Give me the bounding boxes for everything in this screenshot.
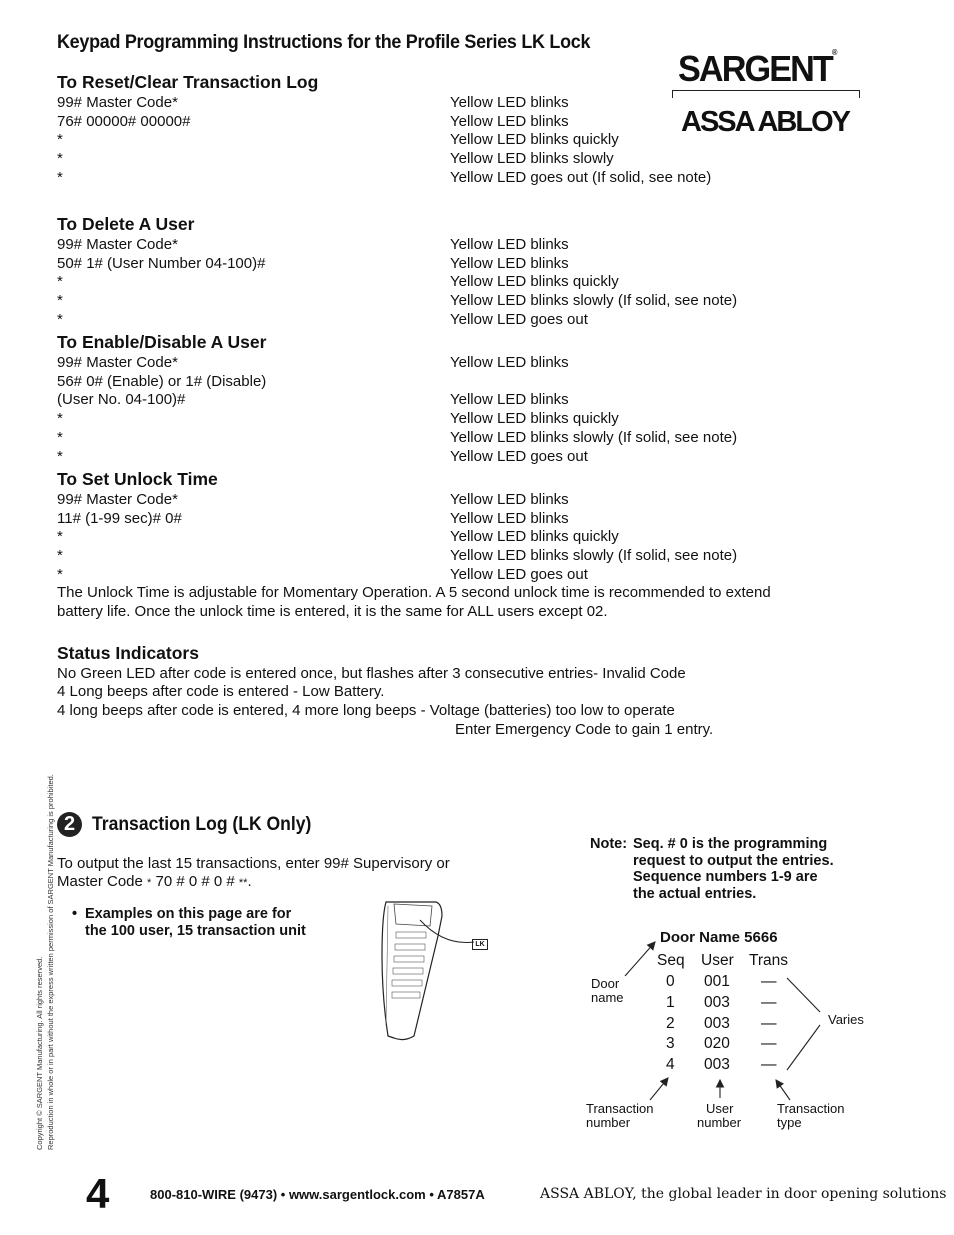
instruction-step: *	[57, 292, 63, 310]
led-response: Yellow LED blinks slowly (If solid, see note)	[450, 428, 738, 446]
led-response: Yellow LED blinks slowly (If solid, see note)	[450, 547, 738, 565]
led-response: Yellow LED blinks	[450, 94, 569, 111]
instruction-step: 56# 0# (Enable) or 1# (Disable)	[57, 372, 267, 390]
led-response: Yellow LED blinks	[450, 354, 569, 371]
section-heading: To Enable/Disable A User	[57, 332, 267, 352]
log-seq: 1	[666, 993, 675, 1011]
instruction-step: 99# Master Code*	[57, 491, 178, 508]
instruction-step: 99# Master Code*	[57, 236, 178, 253]
led-response: Yellow LED blinks quickly	[450, 273, 619, 291]
user-number-label: User number	[697, 1101, 742, 1130]
led-response: Yellow LED blinks	[450, 254, 569, 272]
unlock-note-line: The Unlock Time is adjustable for Momentary Operation. A 5 second unlock time is recommended to extend	[57, 584, 771, 601]
varies-label: Varies	[828, 1012, 864, 1027]
instruction-step: 76# 00000# 00000#	[57, 112, 191, 130]
logo-divider	[672, 90, 860, 98]
led-response: Yellow LED goes out (If solid, see note)	[450, 168, 712, 186]
section-2-heading: Transaction Log (LK Only)	[92, 813, 312, 835]
led-response: Yellow LED blinks	[450, 509, 569, 527]
log-seq: 4	[666, 1056, 675, 1074]
copyright-notice: Copyright © SARGENT Manufacturing. All rights reserved. Reproduction in whole or in part without the express written permission of SARGENT Manufacturing is prohibited.	[35, 774, 55, 1150]
footer-contact: 800-810-WIRE (9473) • www.sargentlock.com • A7857A	[150, 1187, 485, 1202]
instruction-step: 99# Master Code*	[57, 94, 178, 111]
assa-abloy-logo: ASSA ABLOY	[681, 106, 849, 138]
col-header-user: User	[701, 952, 734, 969]
col-header-trans: Trans	[749, 952, 789, 969]
transaction-type-label: Transaction type	[777, 1101, 845, 1130]
status-line: 4 Long beeps after code is entered - Low Battery.	[57, 683, 385, 700]
col-header-seq: Seq	[657, 952, 685, 969]
log-user: 001	[704, 973, 730, 990]
page-title: Keypad Programming Instructions for the Profile Series LK Lock	[57, 31, 591, 53]
led-response: Yellow LED blinks	[450, 491, 569, 508]
status-heading: Status Indicators	[57, 643, 199, 663]
page-number: 4	[86, 1170, 110, 1217]
status-line: No Green LED after code is entered once, but flashes after 3 consecutive entries- Invalid Code	[57, 665, 686, 682]
led-response: Yellow LED blinks quickly	[450, 528, 619, 546]
led-response: Yellow LED goes out	[450, 565, 588, 583]
instruction-step: 99# Master Code*	[57, 354, 178, 371]
led-response: Yellow LED blinks	[450, 236, 569, 253]
instruction-step: *	[57, 273, 63, 291]
instruction-step: *	[57, 547, 63, 565]
instruction-step: *	[57, 528, 63, 546]
sargent-logo: SARGENT®	[678, 48, 838, 89]
instruction-step: 50# 1# (User Number 04-100)#	[57, 254, 266, 272]
led-response: Yellow LED blinks	[450, 391, 569, 409]
led-response: Yellow LED blinks slowly (If solid, see note)	[450, 292, 738, 310]
led-response: Yellow LED blinks quickly	[450, 410, 619, 428]
instruction-step: *	[57, 168, 63, 186]
log-seq: 2	[666, 1014, 675, 1032]
instruction-step: *	[57, 410, 63, 428]
log-trans: —	[761, 1056, 777, 1074]
lk-label: LK	[472, 939, 488, 950]
led-response: Yellow LED goes out	[450, 310, 588, 328]
instruction-step: 11# (1-99 sec)# 0#	[57, 509, 182, 527]
led-response: Yellow LED blinks quickly	[450, 131, 619, 149]
log-trans: —	[761, 1014, 777, 1032]
instruction-step: *	[57, 150, 63, 168]
log-user: 020	[704, 1035, 730, 1053]
section-number-badge: 2	[57, 812, 82, 837]
led-response: Yellow LED goes out	[450, 447, 588, 465]
log-seq: 3	[666, 1035, 675, 1053]
log-trans: —	[761, 993, 777, 1011]
instruction-step: *	[57, 310, 63, 328]
footer-tagline: ASSA ABLOY, the global leader in door opening solutions	[540, 1186, 947, 1202]
door-name-label: Door name	[591, 976, 624, 1005]
intro-line: Master Code * 70 # 0 # 0 # **.	[57, 873, 252, 890]
log-trans: —	[761, 1035, 777, 1053]
door-name-header: Door Name 5666	[660, 929, 778, 946]
instruction-step: *	[57, 565, 63, 583]
status-line-indented: Enter Emergency Code to gain 1 entry.	[455, 721, 714, 738]
lock-illustration	[374, 896, 494, 1044]
log-trans: —	[761, 973, 777, 990]
intro-line: To output the last 15 transactions, enter 99# Supervisory or	[57, 855, 450, 872]
status-line: 4 long beeps after code is entered, 4 more long beeps - Voltage (batteries) too low to operate	[57, 702, 675, 719]
instruction-step: *	[57, 428, 63, 446]
log-user: 003	[704, 1056, 730, 1074]
unlock-note-line: battery life. Once the unlock time is entered, it is the same for ALL users except 02.	[57, 603, 608, 620]
led-response: Yellow LED blinks slowly	[450, 150, 614, 168]
instruction-step: (User No. 04-100)#	[57, 391, 186, 409]
section-heading: To Delete A User	[57, 214, 195, 234]
instruction-step: *	[57, 131, 63, 149]
log-user: 003	[704, 1014, 730, 1032]
log-user: 003	[704, 993, 730, 1011]
led-response: Yellow LED blinks	[450, 112, 569, 130]
instruction-step: *	[57, 447, 63, 465]
log-seq: 0	[666, 973, 675, 990]
section-heading: To Set Unlock Time	[57, 469, 218, 489]
section-heading: To Reset/Clear Transaction Log	[57, 72, 319, 92]
transaction-number-label: Transaction number	[586, 1101, 654, 1130]
